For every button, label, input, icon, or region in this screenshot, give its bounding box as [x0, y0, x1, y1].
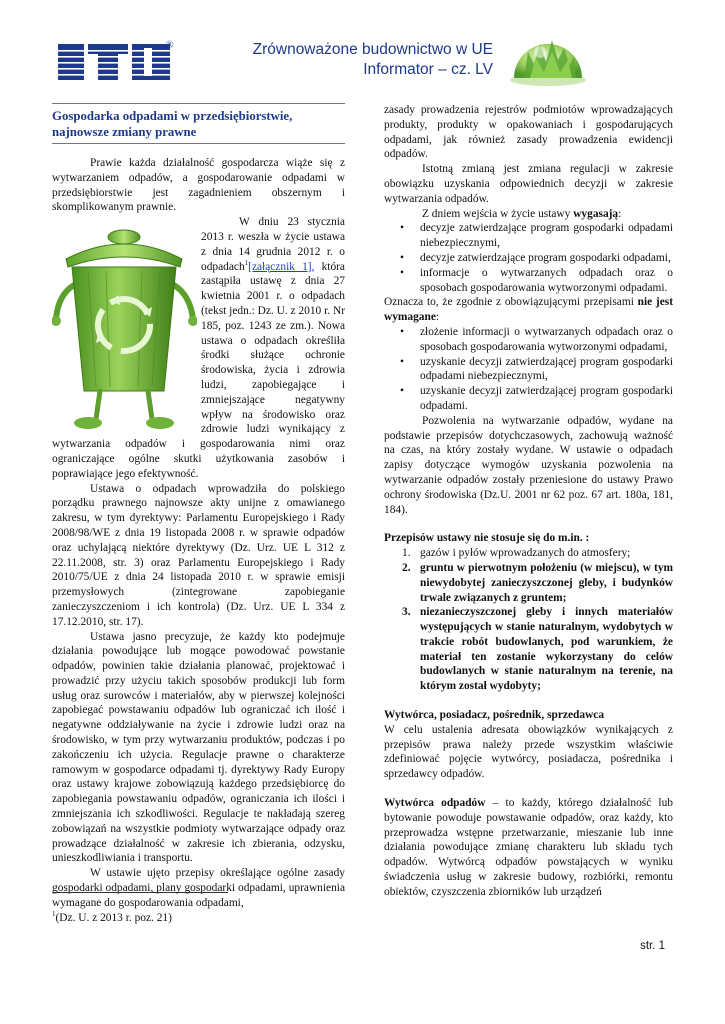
- paragraph-intro: Prawie każda działalność gospodarcza wiąże się z wytwarzaniem odpadów, a gospodarowanie odpadami w przedsiębiorstwie jest zagadnieniem obszernym i skomplikowanym prawnie.: [52, 157, 345, 214]
- paragraph-obligations: Ustawa jasno precyzuje, że każdy kto podejmuje działania powodujące lub mogące powodować powstanie odpadów, powinien takie działania planować, projektować i prowadzić przy użyciu takich sposobów produkcji lub form usług oraz surowców i materiałów, aby w pierwszej kolejności zapobiegać powstawaniu odpadów lub ograniczać ich ilość i negatywne oddziaływanie na życie i zdrowie ludzi oraz na środowisko, w tym przy wytwarzaniu produktów, podczas i po zakończeniu ich użycia. Regulacje prawne o charakterze ramowym w gospodarce odpadami tj. dyrektywy Rady Europy oraz ustawy krajowe zobowiązują każdego przedsiębiorcę do zapobiegania powstawaniu odpadów, ograniczania ich ilości i zmniejszania ich szkodliwości. Regulacje te nakładają szereg zobowiązań na wszystkie podmioty wytwarzające odpady oraz prowadzące działalność w zakresie ich zbierania, odzysku, unieszkodliwiania i transportu.: [52, 630, 345, 865]
- header-title-line1: Zrównoważone budownictwo w UE: [252, 41, 493, 58]
- list-item: • uzyskanie decyzji zatwierdzającej program gospodarki odpadami.: [410, 384, 673, 414]
- paragraph-act-contents: W ustawie ujęto przepisy określające ogólne zasady gospodarki odpadami, plany gospodarki odpadami, uprawnienia wymagane do gospodarowania odpadami,: [52, 867, 345, 909]
- not-required-text: Oznacza to, że zgodnie z obowiązującymi przepisami: [384, 296, 638, 309]
- not-required-bold: nie jest wymagane: [384, 296, 673, 324]
- footnote-text: (Dz. U. z 2013 r. poz. 21): [55, 912, 172, 924]
- expire-intro-colon: :: [618, 207, 622, 220]
- page-number: str. 1: [640, 940, 665, 952]
- left-column: [52, 103, 345, 911]
- paragraph-continued: zasady prowadzenia rejestrów podmiotów wprowadzających produkty, produkty w opakowaniach i gospodarujących odpadami, jak również zasady prowadzenia ewidencji odpadów.: [384, 104, 673, 161]
- paragraph-expire-intro: [384, 207, 673, 222]
- expired-decisions-list: [384, 221, 673, 295]
- exclusions-list: [384, 546, 673, 694]
- footnote: [52, 912, 172, 924]
- not-required-colon: :: [435, 311, 440, 324]
- list-item: • złożenie informacji o wytwarzanych odpadach oraz o sposobach gospodarowania wytworzonymi odpadami,: [410, 325, 673, 355]
- expire-intro-bold: wygasają: [573, 207, 619, 220]
- page-header: [0, 0, 725, 92]
- paragraph-not-required-intro: [384, 295, 673, 325]
- new-act-text-before: W dniu 23 stycznia 2013 r. weszła w życie ustawa z dnia 14 grudnia 2012 r. o odpadach: [201, 216, 345, 273]
- expire-intro-text: Z dniem wejścia w życie ustawy: [422, 207, 574, 220]
- list-item: • decyzje zatwierdzające program gospodarki odpadami,: [410, 251, 673, 266]
- producer-definition-text: – to każdy, którego działalność lub bytowanie powoduje powstawanie odpadów, oraz każdy, kto przeprowadza wstępne przetwarzanie, mieszanie lub inne działania powodujące zmianę charakteru lub składu tych odpadów. Wytwórcą odpadów powstających w wyniku świadczenia usług w zakresie budowy, rozbiórki, remontu obiektów, czyszczenia zbiorników lub urządzeń: [384, 797, 673, 898]
- recycle-bin-icon: [52, 215, 197, 433]
- paragraph-key-change: Istotną zmianą jest zmiana regulacji w zakresie obowiązku uzyskania odpowiednich decyzji w zakresie wytwarzania odpadów.: [384, 163, 673, 205]
- section-rule-bottom: [52, 143, 345, 144]
- list-number: 3.: [402, 606, 411, 619]
- list-text: niezanieczyszczonej gleby i innych materiałów występujących w stanie naturalnym, wydobytych w trakcie robót budowlanych, pod warunkiem, że materiał ten zostanie wykorzystany do celów budowlanych w stanie naturalnym na terenie, na którym został wydobyty;: [420, 606, 673, 693]
- list-number: 2.: [402, 561, 411, 574]
- producer-term: Wytwórca odpadów: [384, 797, 486, 810]
- exclusions-heading: Przepisów ustawy nie stosuje się do m.in. :: [384, 532, 590, 545]
- list-text: gruntu w pierwotnym położeniu (w miejscu), w tym niewydobytej zanieczyszczonej gleby, i budynków trwale związanych z gruntem;: [420, 561, 673, 604]
- list-item: [402, 605, 673, 694]
- list-item: • informacje o wytwarzanych odpadach oraz o sposobach gospodarowania wytworzonymi odpadami.: [410, 266, 673, 296]
- header-title-line2: Informator – cz. LV: [363, 61, 493, 78]
- roles-heading: Wytwórca, posiadacz, pośrednik, sprzedawca: [384, 709, 605, 722]
- list-item: [402, 546, 673, 561]
- recycle-bin-illustration: [52, 215, 197, 433]
- paragraph-permits: Pozwolenia na wytwarzanie odpadów, wydane na podstawie przepisów dotychczasowych, zachowują ważność na czas, na który zostały wydane. W ustawie o odpadach zapisy dotyczące wymogów uzyskania pozwolenia na wytwarzanie odpadów zostały przeniesione do ustawy Prawo ochrony środowiska (Dz.U. 2001 nr 62 poz. 67 art. 180a, 181, 184).: [384, 414, 673, 516]
- paragraph-eu-directives: Ustawa o odpadach wprowadziła do polskiego porządku prawnego najnowsze akty unijne z omawianego zakresu, w tym dyrektywy: Parlamentu Europejskiego i Rady 2008/98/WE z dnia 19 listopada 2008 r. w sprawie odpadów oraz uchylającą niektóre dyrektywy (Dz. Urz. UE L 312 z 22.11.2008, str. 3) oraz Parlamentu Europejskiego i Rady 2010/75/UE z dnia 24 listopada 2010 r. w sprawie emisji przemysłowych (zintegrowane zapobieganie zanieczyszczeniom i ich kontrola) (Dz. Urz. UE L 334 z 17.12.2010, str. 17).: [52, 482, 345, 628]
- footnote-separator: [52, 892, 228, 893]
- list-item: • uzyskanie decyzji zatwierdzającej program gospodarki odpadami niebezpiecznymi,: [410, 355, 673, 385]
- not-required-list: [384, 325, 673, 414]
- section-title: Gospodarka odpadami w przedsiębiorstwie, najnowsze zmiany prawne: [52, 109, 293, 139]
- footnote-ref: 1: [244, 258, 249, 267]
- footnote-mark: 1: [52, 910, 56, 919]
- attachment-1-link[interactable]: [załącznik 1],: [248, 260, 315, 273]
- new-act-text-after: która zastąpiła ustawę z dnia 27 kwietnia 2001 r. o odpadach (tekst jedn.: Dz. U. z 2010 r. Nr 185, poz. 1243 ze zm.). Nowa ustawa o odpadach określiła środki służące ochronie środowiska, życia i zdrowia ludzi, zapobiegające i zmniejszające negatywny wpływ na środowisko oraz zdrowie ludzi wynikający z wytwarzania odpadów i gospodarowania nimi oraz ograniczające ogólne skutki użytkowania zasobów i poprawiające jego efektywność.: [52, 260, 345, 480]
- right-column: [384, 103, 673, 900]
- itb-logo-icon: [58, 44, 170, 80]
- registered-mark: ®: [166, 40, 174, 51]
- header-title: [253, 40, 493, 80]
- list-item: [402, 561, 673, 605]
- list-number: 1.: [402, 547, 411, 560]
- list-item: • decyzje zatwierdzające program gospodarki odpadami niebezpiecznymi,: [410, 221, 673, 251]
- paragraph-producer-definition: [384, 796, 673, 900]
- green-globe-icon: [500, 22, 596, 88]
- list-text: gazów i pyłów wprowadzanych do atmosfery;: [420, 547, 631, 560]
- paragraph-roles: W celu ustalenia adresata obowiązków wynikających z przepisów prawa należy przede wszystkim właściwie zdefiniować pojęcie wytwórcy, posiadacza, pośrednika i sprzedawcy odpadów.: [384, 723, 673, 781]
